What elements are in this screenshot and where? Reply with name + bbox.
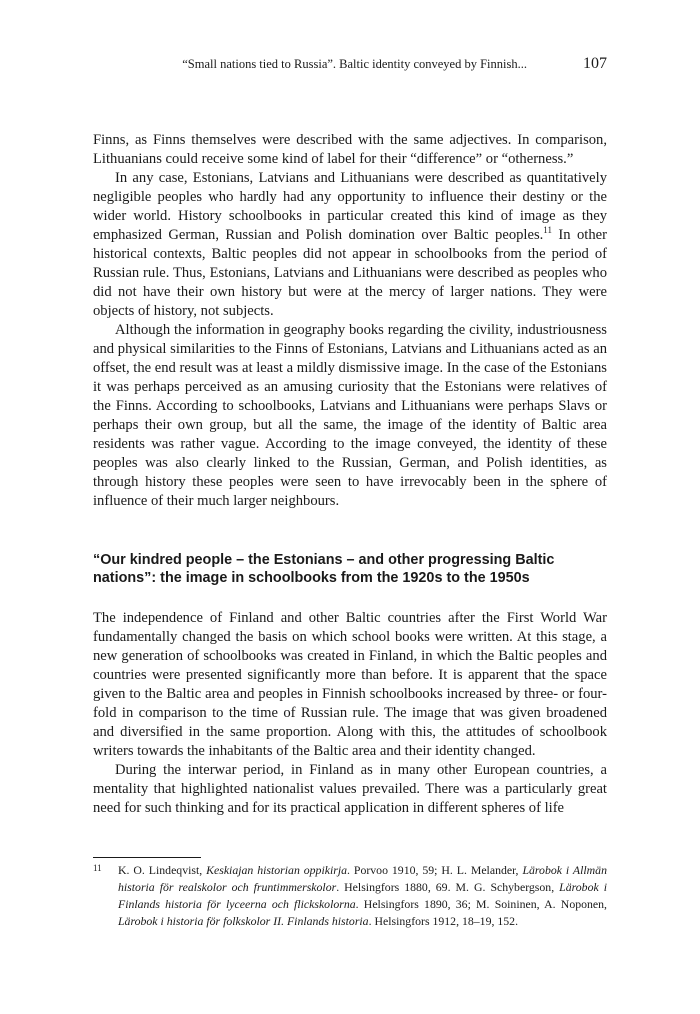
footnote-title-3: Lärobok i Finlands historia för lyceerna och flickskolorna (118, 880, 607, 911)
paragraph-3: Although the information in geography books regarding the civility, industriousness and physical similarities to the Finns of Estonians, Latvians and Lithuanians acted as an offset, the end result was at least a mildly dismissive image. In the case of the Estonians it was perhaps perceived as an amusing curiosity that the Estonians were relatives of the Finns. According to schoolbooks, Latvians and Lithuanians were perhaps Slavs or perhaps their own group, but all the same, the image of the identity of Baltic area residents was rather vague. According to the image conveyed, the identity of these peoples was also clearly linked to the Russian, German, and Polish identities, as through history these peoples were seen to have irrevocably been in the sphere of influence of their much larger neighbours. (93, 322, 607, 509)
footnote-divider (93, 857, 201, 858)
section-paragraph-2: During the interwar period, in Finland as in many other European countries, a mentality that highlighted nationalist values prevailed. There was a particularly great need for such thinking and for its practical application in different spheres of life (93, 762, 607, 816)
paragraph-2 (93, 169, 607, 321)
running-head-title: “Small nations tied to Russia”. Baltic identity conveyed by Finnish... (182, 57, 527, 71)
footnote-title-2: Lärobok i Allmän historia för realskolor och fruntimmerskolor (118, 863, 607, 894)
footnote (93, 862, 607, 930)
footnote-text-part: . Porvoo 1910, 59; H. L. Melander, (347, 863, 523, 877)
footnote-text-part: . Helsingfors 1912, 18–19, 152. (368, 914, 519, 928)
paragraph-2-text: In any case, Estonians, Latvians and Lithuanians were described as quantitatively negligible peoples who hardly had any opportunity to influence their destiny or the wider world. History schoolbooks in particular created this kind of image as they emphasized German, Russian and Polish domination over Baltic peoples. (93, 170, 607, 243)
footnote-title-4: Lärobok i historia för folkskolor II. Finlands historia (118, 914, 369, 928)
paragraph-2-continued: In other historical contexts, Baltic peoples did not appear in schoolbooks from the period of Russian rule. Thus, Estonians, Latvians and Lithuanians were described as peoples who did not have their own history but were at the mercy of larger nations. They were objects of history, not subjects. (93, 227, 607, 319)
footnote-number: 11 (93, 863, 102, 873)
paragraph-1: Finns, as Finns themselves were described with the same adjectives. In comparison, Lithuanians could receive some kind of label for their “difference” or “otherness.” (93, 132, 607, 167)
footnote-text-part: . Helsingfors 1890, 36; M. Soininen, A. Noponen, (355, 897, 608, 911)
section-paragraph-1: The independence of Finland and other Baltic countries after the First World War fundamentally changed the basis on which school books were written. At this stage, a new generation of schoolbooks was created in Finland, in which the Baltic peoples and countries were presented significantly more than before. It is apparent that the space given to the Baltic area and peoples in Finnish schoolbooks increased by three- or four-fold in comparison to the time of Russian rule. The image that was given broadened and diversified in the same proportion. Along with this, the attitudes of schoolbook writers towards the inhabitants of the Baltic area and their identity changed. (93, 610, 607, 759)
footnote-title-1: Keskiajan historian oppikirja (206, 863, 348, 877)
footnote-reference[interactable]: 11 (543, 225, 552, 236)
section-heading: “Our kindred people – the Estonians – and other progressing Baltic nations”: the image in schoolbooks from the 1920s to the 1950s (93, 552, 555, 586)
footnote-text (118, 862, 607, 930)
footnote-text-part: . Helsingfors 1880, 69. M. G. Schybergson, (336, 880, 560, 894)
running-head (93, 55, 607, 75)
footnote-text-part: K. O. Lindeqvist, (118, 863, 207, 877)
main-text (93, 131, 607, 818)
page-number: 107 (583, 55, 607, 72)
